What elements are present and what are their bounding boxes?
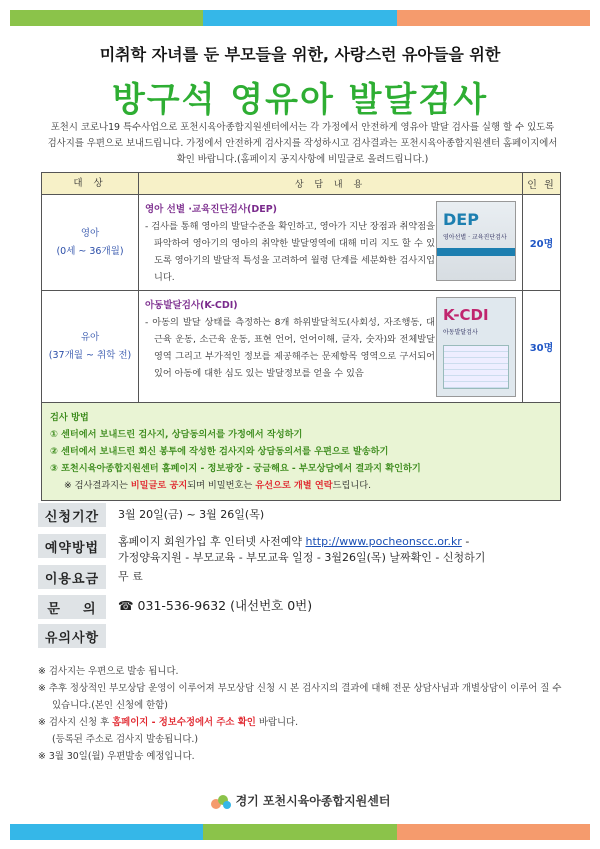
inquiry-phone: ☎ 031-536-9632 (내선번호 0번) <box>118 598 313 613</box>
table-row <box>42 195 561 291</box>
info-row-period <box>38 503 264 527</box>
book-subtitle: 영아선별 · 교육진단검사 <box>443 234 507 241</box>
center-logo-icon <box>210 793 232 811</box>
note-3-red: 홈페이지 - 정보수정에서 주소 확인 <box>112 717 256 728</box>
note-2: ※ 추후 정상적인 부모상담 운영이 이루어져 부모상담 신청 시 본 검사지의 결과에 대해 전문 상담사님과 개별상담이 이루어 질 수 있습니다.(본인 신청에 한함) <box>38 683 562 711</box>
note-1: ※ 검사지는 우편으로 발송 됩니다. <box>38 666 179 677</box>
method-note <box>50 477 552 494</box>
fee-value: 무 료 <box>118 570 143 583</box>
header-count: 인 원 <box>523 173 561 195</box>
note-3 <box>38 714 568 731</box>
method-cell <box>42 403 561 501</box>
bar-blue <box>10 824 203 840</box>
method-value <box>106 530 485 566</box>
note-4: ※ 3월 30일(월) 우편발송 예정입니다. <box>38 751 195 762</box>
note-pre: ※ 검사결과지는 <box>64 480 131 491</box>
note-3-post: 바랍니다. <box>255 717 299 728</box>
method-step-3: ③ 포천시육아종합지원센터 홈페이지 - 정보광장 - 궁금해요 - 부모상담에서 결과지 확인하기 <box>50 463 421 474</box>
bar-green <box>203 824 396 840</box>
table-header-row <box>42 173 561 195</box>
book-band <box>437 248 515 256</box>
bar-orange <box>397 824 590 840</box>
method-line-1-pre: 홈페이지 회원가입 후 인터넷 사전예약 <box>118 535 306 548</box>
method-row <box>42 403 561 501</box>
target-age: (37개월 ~ 취학 전) <box>48 349 132 361</box>
inquiry-label: 문 의 <box>38 595 106 619</box>
footer-name: 경기 포천시육아종합지원센터 <box>235 794 391 808</box>
info-row-notice <box>38 624 106 648</box>
intro-text: 포천시 코로나19 특수사업으로 포천시육아종합지원센터에서는 각 가정에서 안전하게 영유아 발달 검사를 실행 할 수 있도록 검사지를 우편으로 보내드립니다. 가정에서 안전하게 검사지를 작성하시고 검사결과는 포천시육아종합지원센터 홈페이지에서 확인 바랍니다.(홈페이지 공지사항에 비밀글로 올려드립니다.) <box>47 122 558 165</box>
method-heading: 검사 방법 <box>50 412 89 423</box>
info-row-fee <box>38 565 143 589</box>
method-line-1-post: - <box>461 535 470 548</box>
method-line-1 <box>118 534 485 550</box>
homepage-link[interactable]: http://www.pocheonscc.or.kr <box>305 535 462 548</box>
target-name: 영아 <box>80 227 100 239</box>
footer <box>0 792 600 811</box>
method-step-2: ② 센터에서 보내드린 회신 봉투에 작성한 검사지와 상담동의서를 우편으로 발송하기 <box>50 446 389 457</box>
note-3b: (등록된 주소로 검사지 발송됩니다.) <box>52 734 199 745</box>
subtitle: 미취학 자녀를 둔 부모들을 위한, 사랑스런 유아들을 위한 <box>99 45 501 64</box>
test-title: 영아 선별 ·교육진단검사(DEP) <box>145 204 278 215</box>
info-row-inquiry <box>38 595 312 619</box>
count-cell: 30명 <box>523 291 561 403</box>
header-target: 대 상 <box>42 173 139 195</box>
method-line-2: 가정양육지원 - 부모교육 - 부모교육 일정 - 3월26일(목) 날짜확인 - 신청하기 <box>118 551 486 564</box>
header-content: 상 담 내 용 <box>139 173 523 195</box>
book-title: K-CDI <box>443 306 489 324</box>
method-step-1: ① 센터에서 보내드린 검사지, 상담동의서를 가정에서 작성하기 <box>50 429 303 440</box>
table-row <box>42 291 561 403</box>
count-cell: 20명 <box>523 195 561 291</box>
book-title: DEP <box>443 210 479 229</box>
note-mid: 되며 비밀번호는 <box>187 480 256 491</box>
book-grid <box>443 345 509 389</box>
target-name: 유아 <box>80 331 100 343</box>
bottom-color-bar <box>10 824 590 840</box>
dep-book-image <box>436 201 516 281</box>
bar-orange <box>397 10 590 26</box>
content-cell <box>139 195 523 291</box>
test-description: - 아동의 발달 상태를 측정하는 8개 하위발달척도(사회성, 자조행동, 대근육 운동, 소근육 운동, 표현 언어, 언어이해, 글자, 숫자)와 전체발달영역 그리고 부가적인 정보를 제공해주는 문제항목 영역으로 구서되어 있어 아동에 대한 심도 있는 발달정보를 얻을 수 있음 <box>145 317 435 379</box>
note-3-pre: ※ 검사지 신청 후 <box>38 717 113 728</box>
notice-label: 유의사항 <box>38 624 106 648</box>
note-red-2: 유선으로 개별 연락 <box>255 480 333 491</box>
fee-label: 이용요금 <box>38 565 106 589</box>
bar-green <box>10 10 203 26</box>
content-cell <box>139 291 523 403</box>
bar-blue <box>203 10 396 26</box>
target-child <box>42 291 139 403</box>
program-table <box>41 172 561 501</box>
top-color-bar <box>10 10 590 26</box>
test-title: 아동발달검사(K-CDI) <box>145 300 238 311</box>
book-subtitle: 아동발달검사 <box>443 329 478 336</box>
note-post: 드립니다. <box>332 480 372 491</box>
kcdi-book-image <box>436 297 516 397</box>
page-title: 방구석 영유아 발달검사 <box>111 80 489 120</box>
period-label: 신청기간 <box>38 503 106 527</box>
target-infant <box>42 195 139 291</box>
info-row-method <box>38 534 485 566</box>
target-age: (0세 ~ 36개월) <box>56 245 124 257</box>
test-description: - 검사를 통해 영아의 발달수준을 확인하고, 영아가 지난 장점과 취약점을 파악하여 영아기의 영아의 취약한 발달영역에 대해 미리 지도 할 수 있도록 영아기의 발달적 특성을 고려하여 월령 단계를 세분화한 검사지입니다. <box>145 221 435 283</box>
period-value: 3월 20일(금) ~ 3월 26일(목) <box>118 508 265 521</box>
notes <box>38 663 568 765</box>
note-red-1: 비밀글로 공지 <box>130 480 188 491</box>
method-label: 예약방법 <box>38 534 106 558</box>
